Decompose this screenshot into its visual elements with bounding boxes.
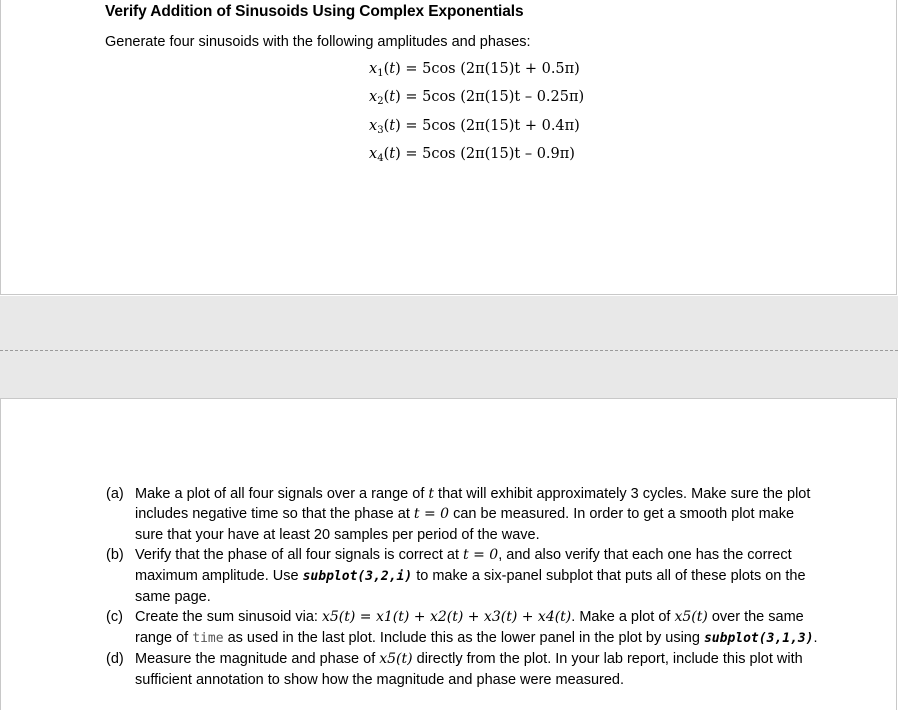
heading: Verify Addition of Sinusoids Using Complex Exponentials — [105, 3, 524, 20]
item-text: Make a plot of all four signals over a range of t that will exhibit approximately 3 cycles. Make sure the plot includes negative time so that the phase at t = 0 can be measured. In order to get a smooth plot make sure that your have at least 20 samples per period of the wave. — [135, 486, 811, 543]
code-subplot-3-2-i: subplot(3,2,i) — [302, 568, 413, 584]
code-time: time — [192, 630, 224, 646]
page-break-line — [0, 350, 898, 351]
equation-x2: $x_2(t) = 5\cos$ (2π(15)t – 0.25π) — [369, 89, 585, 107]
sum-equation: x5(t) = x1(t) + x2(t) + x3(t) + x4(t) — [321, 609, 572, 626]
task-item-d — [106, 649, 826, 690]
equation-x3: $x_3(t) = 5\cos$ (2π(15)t + 0.4π) — [369, 118, 580, 136]
item-text: Verify that the phase of all four signals is correct at t = 0, and also verify that each one has the correct maximum amplitude. Use subplot(3,2,i) to make a six-panel subplot that puts all of these plots on the same page. — [135, 547, 806, 606]
page-gap — [0, 296, 898, 398]
equation-x1: $x_1(t) = 5\cos$ (2π(15)t + 0.5π) — [369, 61, 580, 79]
item-label: (b) — [106, 547, 124, 564]
code-subplot-3-1-3: subplot(3,1,3) — [703, 630, 814, 646]
item-text: Measure the magnitude and phase of x5(t) directly from the plot. In your lab report, include this plot with sufficient annotation to show how the magnitude and phase were measured. — [135, 651, 803, 688]
equation-x4: $x_4(t) = 5\cos$ (2π(15)t – 0.9π) — [369, 146, 575, 164]
task-item-a — [106, 484, 826, 545]
intro-text: Generate four sinusoids with the following amplitudes and phases: — [105, 34, 531, 50]
task-list — [106, 484, 826, 690]
page-top — [0, 0, 897, 295]
item-text: Create the sum sinusoid via: x5(t) = x1(t) + x2(t) + x3(t) + x4(t). Make a plot of x5(t) over the same range of time as used in the last plot. Include this as the lower panel in the plot by using subplot(3,1,3). — [135, 609, 818, 646]
item-label: (c) — [106, 609, 123, 626]
item-label: (a) — [106, 486, 124, 502]
task-item-b — [106, 545, 826, 607]
task-item-c — [106, 607, 826, 649]
item-label: (d) — [106, 651, 124, 668]
